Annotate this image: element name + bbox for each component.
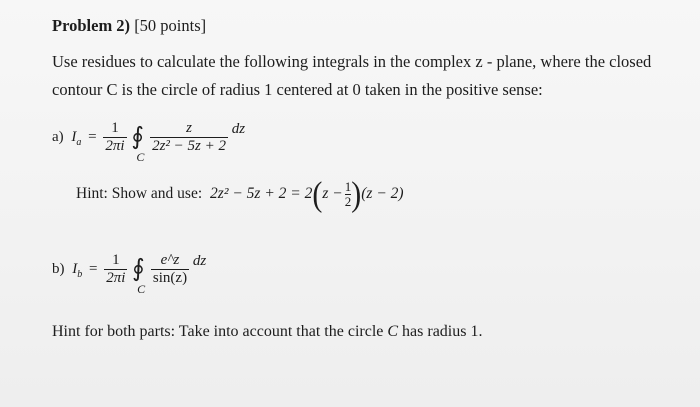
part-a-coef-den: 2πi [105, 138, 125, 154]
hint-a-half-num: 1 [344, 179, 352, 194]
part-b-contour: C [137, 281, 146, 296]
hint-a-factor-1-prefix: z − [322, 185, 343, 203]
hint-both-text-after: has radius 1. [398, 323, 483, 340]
part-a-integrand-num: z [186, 120, 192, 136]
part-a-contour: C [136, 149, 145, 164]
contour-integral-symbol: ∮ C [131, 123, 145, 164]
part-b-lhs-sub: b [77, 268, 83, 280]
hint-both [52, 322, 482, 342]
part-b-coefficient [104, 252, 127, 287]
part-b-label: b) [52, 260, 65, 277]
part-a-label: a) [52, 128, 64, 145]
part-b-integrand-den: sin(z) [152, 270, 188, 286]
problem-heading: Problem 2) [52, 16, 131, 35]
part-b-coef-den: 2πi [106, 270, 126, 286]
equals-sign: = [88, 128, 97, 145]
part-b-coef-num: 1 [112, 252, 120, 268]
part-a-differential: dz [231, 120, 246, 137]
problem-title [52, 16, 206, 36]
hint-a-half-den: 2 [344, 194, 352, 209]
part-a-integrand-den: 2z² − 5z + 2 [152, 138, 226, 154]
hint-a-expression-left: 2z² − 5z + 2 = 2 [210, 185, 313, 203]
hint-both-text-before: Hint for both parts: Take into account that the circle [52, 323, 388, 340]
part-b-lhs: I [72, 260, 78, 277]
intro-line-2: contour C is the circle of radius 1 centered at 0 taken in the positive sense: [52, 80, 543, 99]
problem-points: [50 points] [134, 16, 207, 35]
part-b-integrand-num: e^z [160, 252, 180, 268]
hint-a-prefix: Hint: Show and use: [76, 185, 203, 203]
part-a-integrand [150, 120, 228, 155]
hint-both-symbol: C [387, 323, 399, 340]
part-a-coefficient [103, 120, 126, 155]
part-a-equation [52, 120, 246, 164]
intro-line-1: Use residues to calculate the following integrals in the complex z - plane, where the closed [52, 52, 652, 71]
contour-integral-symbol-b: ∮ C [132, 255, 146, 296]
part-b-equation: b) $I_b$ = $\frac{1}{2\pi i}$ ∮ C $\frac{e\^{}z}{\sin(z)}$ dz [52, 252, 207, 296]
part-b-integrand [151, 252, 189, 287]
part-a-coef-num: 1 [111, 120, 119, 136]
part-b-differential: dz [192, 252, 207, 269]
part-a-lhs: I [71, 128, 77, 145]
hint-a-factor-2: (z − 2) [361, 185, 404, 203]
hint-a: Hint: Show and use: 2z² − 5z + 2 = 2(z − $\frac{1}{2}$ )(z − 2) [76, 174, 404, 213]
part-a-lhs-sub: a [76, 136, 82, 148]
